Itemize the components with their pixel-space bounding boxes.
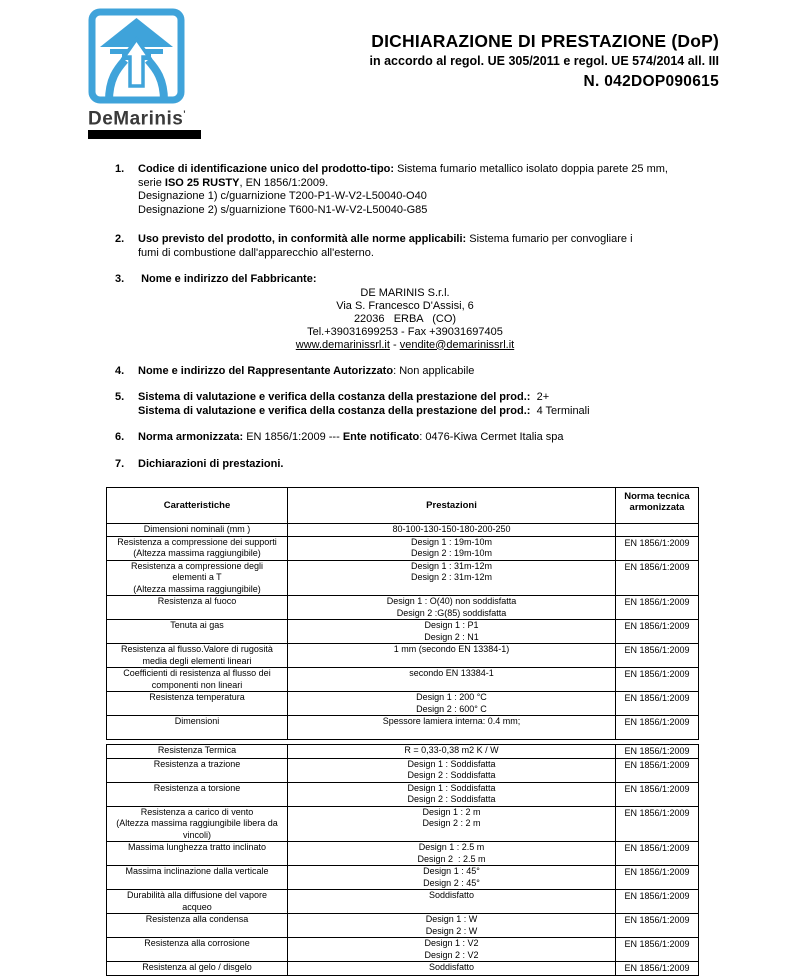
cell-caratteristiche: Resistenza alla corrosione	[107, 938, 288, 962]
performance-table-lower	[106, 744, 699, 976]
item-text: Sistema fumario per convogliare i	[466, 233, 633, 245]
cell-norma: EN 1856/1:2009	[616, 758, 699, 782]
notified-body-label: Ente notificato	[342, 431, 420, 443]
cell-caratteristiche: Resistenza a compressione dei supporti (Altezza massima raggiungibile)	[107, 536, 288, 560]
item-number: 4.	[115, 364, 125, 377]
cell-caratteristiche: Dimensioni nominali (mm )	[107, 524, 288, 537]
item-label: Norma armonizzata:	[138, 431, 244, 443]
numbered-items	[115, 163, 727, 484]
cell-prestazioni: Design 1 : 2.5 m Design 2 : 2.5 m	[288, 842, 616, 866]
cell-norma: EN 1856/1:2009	[616, 806, 699, 842]
cell-prestazioni: Design 1 : P1 Design 2 : N1	[288, 620, 616, 644]
cell-caratteristiche: Resistenza al flusso.Valore di rugosità media degli elementi lineari	[107, 644, 288, 668]
table-row	[107, 842, 699, 866]
item-number: 2.	[115, 233, 125, 245]
item-number: 5.	[115, 391, 125, 403]
list-item-avcp-system	[115, 391, 727, 418]
table-row	[107, 620, 699, 644]
cell-caratteristiche: Resistenza al gelo / disgelo	[107, 962, 288, 976]
table-row	[107, 890, 699, 914]
item-label: Nome e indirizzo del Fabbricante:	[138, 273, 317, 285]
cell-caratteristiche: Coefficienti di resistenza al flusso dei componenti non lineari	[107, 668, 288, 692]
cell-caratteristiche: Resistenza al fuoco	[107, 596, 288, 620]
standard-value: EN 1856/1:2009 ---	[243, 431, 343, 443]
cell-prestazioni: 80-100-130-150-180-200-250	[288, 524, 616, 537]
cell-norma	[616, 524, 699, 537]
table-header-row	[107, 488, 699, 524]
item-number: 1.	[115, 163, 125, 175]
item-label: Uso previsto del prodotto, in conformità alle norme applicabili:	[138, 233, 467, 245]
manufacturer-name: DE MARINIS S.r.l.	[360, 286, 450, 299]
document-number: N. 042DOP090615	[583, 73, 719, 90]
notified-body-value: : 0476-Kiwa Cermet Italia spa	[419, 431, 564, 443]
list-item-product-code	[115, 163, 727, 217]
cell-norma: EN 1856/1:2009	[616, 938, 699, 962]
cell-caratteristiche: Massima inclinazione dalla verticale	[107, 866, 288, 890]
table-row	[107, 644, 699, 668]
table-row	[107, 758, 699, 782]
series-name: ISO 25 RUSTY	[164, 176, 240, 189]
performance-tables	[106, 487, 698, 976]
item-label: Nome e indirizzo del Rappresentante Autorizzato	[138, 364, 394, 377]
title-block	[370, 31, 719, 91]
cell-norma: EN 1856/1:2009	[616, 782, 699, 806]
brand-wordmark: DeMarinis'	[88, 108, 186, 130]
cell-norma: EN 1856/1:2009	[616, 914, 699, 938]
table-row	[107, 560, 699, 596]
cell-norma: EN 1856/1:2009	[616, 962, 699, 976]
item-text: : Non applicabile	[393, 364, 475, 377]
table-row	[107, 692, 699, 716]
document-subtitle: in accordo al regol. UE 305/2011 e regol. UE 574/2014 all. III	[369, 54, 719, 68]
cell-prestazioni: Design 1 : Soddisfatta Design 2 : Soddisfatta	[288, 758, 616, 782]
brand-mark: '	[183, 109, 186, 119]
cell-prestazioni: Design 1 : Soddisfatta Design 2 : Soddisfatta	[288, 782, 616, 806]
cell-prestazioni: secondo EN 13384-1	[288, 668, 616, 692]
cell-caratteristiche: Massima lunghezza tratto inclinato	[107, 842, 288, 866]
item-text: serie	[138, 176, 165, 189]
cell-prestazioni: Design 1 : 45° Design 2 : 45°	[288, 866, 616, 890]
cell-norma: EN 1856/1:2009	[616, 716, 699, 740]
cell-prestazioni: Spessore lamiera interna: 0.4 mm;	[288, 716, 616, 740]
table-row	[107, 938, 699, 962]
item-label: Sistema di valutazione e verifica della costanza della prestazione del prod.:	[138, 404, 531, 417]
performance-table-body-upper	[107, 524, 699, 740]
table-row	[107, 962, 699, 976]
link-separator: -	[389, 338, 400, 351]
item-label: Sistema di valutazione e verifica della costanza della prestazione del prod.:	[138, 391, 531, 403]
cell-norma: EN 1856/1:2009	[616, 745, 699, 759]
list-item-declared-performances	[115, 458, 727, 472]
document-title: DICHIARAZIONE DI PRESTAZIONE (DoP)	[371, 31, 719, 51]
cell-prestazioni: Soddisfatto	[288, 962, 616, 976]
cell-prestazioni: Design 1 : O(40) non soddisfatta Design 2 :G(85) soddisfatta	[288, 596, 616, 620]
cell-prestazioni: Design 1 : W Design 2 : W	[288, 914, 616, 938]
list-item-manufacturer	[115, 273, 727, 352]
cell-caratteristiche: Resistenza a torsione	[107, 782, 288, 806]
manufacturer-street: Via S. Francesco D'Assisi, 6	[336, 299, 474, 312]
manufacturer-city: 22036 ERBA (CO)	[353, 312, 457, 325]
cell-norma: EN 1856/1:2009	[616, 620, 699, 644]
website-link[interactable]: www.demarinissrl.it	[295, 338, 390, 351]
item-text: fumi di combustione dall'apparecchio all'esterno.	[138, 246, 374, 259]
item-label: Codice di identificazione unico del prodotto-tipo:	[138, 163, 395, 175]
list-item-intended-use	[115, 233, 727, 260]
item-label: Dichiarazioni di prestazioni.	[138, 457, 284, 470]
cell-caratteristiche: Resistenza alla condensa	[107, 914, 288, 938]
cell-prestazioni: Design 1 : 2 m Design 2 : 2 m	[288, 806, 616, 842]
list-item-harmonized-standard	[115, 431, 727, 445]
table-row	[107, 782, 699, 806]
demarinis-logo	[88, 8, 201, 139]
table-row	[107, 536, 699, 560]
table-row	[107, 524, 699, 537]
cell-caratteristiche: Dimensioni	[107, 716, 288, 740]
table-row	[107, 806, 699, 842]
cell-norma: EN 1856/1:2009	[616, 536, 699, 560]
manufacturer-phone: Tel.+39031699253 - Fax +39031697405	[307, 325, 503, 338]
column-header-prestazioni: Prestazioni	[288, 488, 616, 524]
table-row	[107, 716, 699, 740]
table-row	[107, 914, 699, 938]
column-header-caratteristiche: Caratteristiche	[107, 488, 288, 524]
item-number: 3.	[115, 273, 125, 285]
chimney-logo-icon	[88, 8, 185, 104]
cell-norma: EN 1856/1:2009	[616, 692, 699, 716]
avcp-value-2: 4 Terminali	[530, 404, 590, 417]
cell-caratteristiche: Resistenza temperatura	[107, 692, 288, 716]
cell-norma: EN 1856/1:2009	[616, 842, 699, 866]
designation-1: Designazione 1) c/guarnizione T200-P1-W-V2-L50040-O40	[138, 190, 427, 202]
cell-norma: EN 1856/1:2009	[616, 596, 699, 620]
avcp-value-1: 2+	[530, 391, 550, 403]
column-header-norma: Norma tecnica armonizzata	[616, 488, 699, 524]
cell-prestazioni: Design 1 : 19m-10m Design 2 : 19m-10m	[288, 536, 616, 560]
cell-caratteristiche: Resistenza a carico di vento (Altezza massima raggiungibile libera da vincoli)	[107, 806, 288, 842]
cell-prestazioni: Design 1 : V2 Design 2 : V2	[288, 938, 616, 962]
performance-table-upper	[106, 487, 699, 740]
table-row	[107, 596, 699, 620]
cell-norma: EN 1856/1:2009	[616, 668, 699, 692]
performance-table-body-lower	[107, 745, 699, 976]
table-row	[107, 668, 699, 692]
cell-caratteristiche: Resistenza a trazione	[107, 758, 288, 782]
item-text: , EN 1856/1:2009.	[239, 176, 329, 189]
cell-prestazioni: Design 1 : 200 °C Design 2 : 600° C	[288, 692, 616, 716]
item-text: Sistema fumario metallico isolato doppia parete 25 mm,	[394, 163, 668, 175]
email-link[interactable]: vendite@demarinissrl.it	[399, 338, 515, 351]
cell-caratteristiche: Tenuta ai gas	[107, 620, 288, 644]
cell-norma: EN 1856/1:2009	[616, 644, 699, 668]
cell-caratteristiche: Resistenza Termica	[107, 745, 288, 759]
cell-prestazioni: R = 0,33-0,38 m2 K / W	[288, 745, 616, 759]
designation-2: Designazione 2) s/guarnizione T600-N1-W-V2-L50040-G85	[138, 203, 428, 216]
cell-prestazioni: 1 mm (secondo EN 13384-1)	[288, 644, 616, 668]
cell-caratteristiche: Resistenza a compressione degli elementi a T (Altezza massima raggiungibile)	[107, 560, 288, 596]
table-row	[107, 866, 699, 890]
item-number: 7.	[115, 457, 125, 470]
cell-prestazioni: Soddisfatto	[288, 890, 616, 914]
list-item-authorized-representative	[115, 365, 727, 379]
cell-caratteristiche: Durabilità alla diffusione del vapore acqueo	[107, 890, 288, 914]
cell-norma: EN 1856/1:2009	[616, 866, 699, 890]
cell-norma: EN 1856/1:2009	[616, 890, 699, 914]
cell-norma: EN 1856/1:2009	[616, 560, 699, 596]
item-number: 6.	[115, 431, 125, 443]
table-row	[107, 745, 699, 759]
logo-underline-bar	[88, 130, 201, 139]
cell-prestazioni: Design 1 : 31m-12m Design 2 : 31m-12m	[288, 560, 616, 596]
